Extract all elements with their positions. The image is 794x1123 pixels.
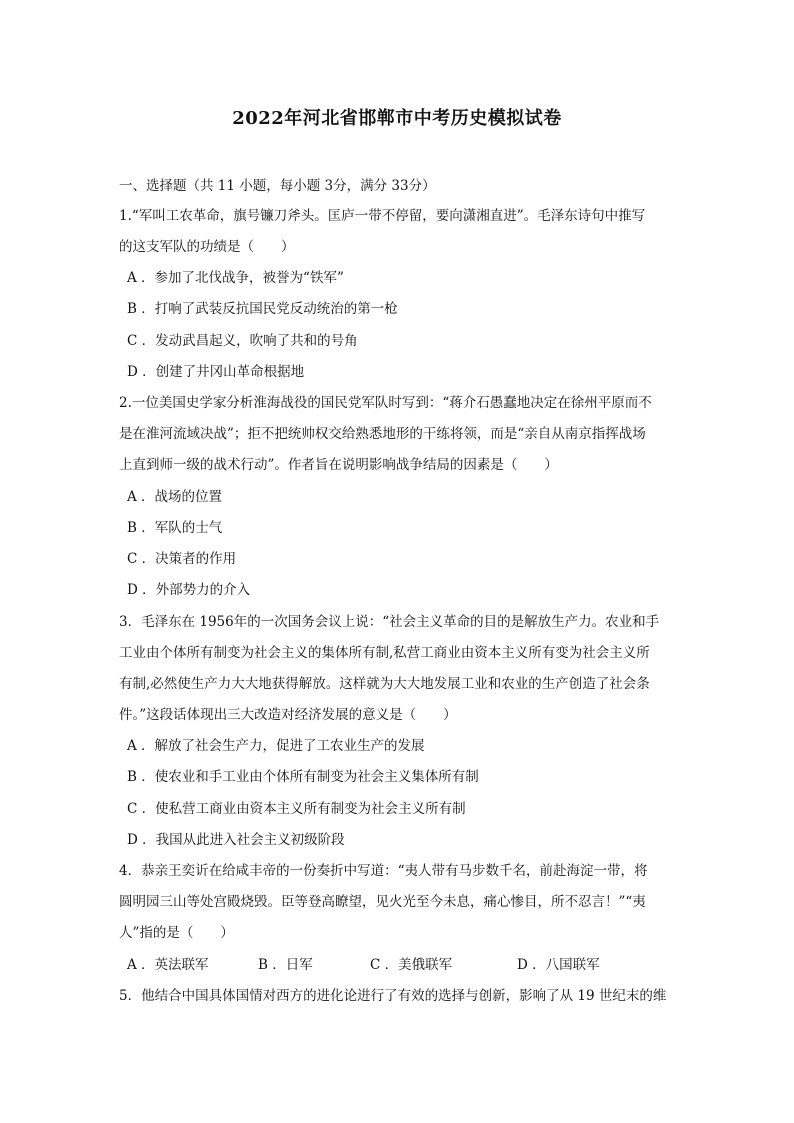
- question-2-option-b: B ．军队的士气: [127, 520, 223, 536]
- question-3-line-2: 工业由个体所有制变为社会主义的集体所有制,私营工商业由资本主义所有变为社会主义所: [119, 645, 650, 661]
- question-3-line-1: 3．毛泽东在 1956年的一次国务会议上说：“社会主义革命的目的是解放生产力。农业和手: [119, 614, 660, 630]
- question-1-line-1: 1.“军叫工农革命，旗号镰刀斧头。匡庐一带不停留，要向潇湘直进”。毛泽东诗句中推写: [119, 208, 646, 224]
- question-3-option-b: B ．使农业和手工业由个体所有制变为社会主义集体所有制: [127, 769, 479, 785]
- section-heading: 一、选择题（共 11 小题，每小题 3分，满分 33分）: [119, 178, 436, 194]
- question-4-line-1: 4．恭亲王奕䜣在给咸丰帝的一份奏折中写道：“夷人带有马步数千名，前赴海淀一带，将: [119, 863, 648, 879]
- question-4-option-c: C ．美俄联军: [370, 957, 453, 973]
- question-1-line-2: 的这支军队的功绩是（ ）: [119, 239, 295, 255]
- question-1-option-a: A ．参加了北伐战争，被誉为“铁军”: [127, 270, 344, 286]
- question-4-option-d: D ．八国联军: [517, 957, 600, 973]
- question-4-line-3: 人”指的是（ ）: [119, 925, 234, 941]
- question-2-line-3: 上直到师一级的战术行动”。作者旨在说明影响战争结局的因素是（ ）: [119, 457, 558, 473]
- question-3-option-a: A ．解放了社会生产力，促进了工农业生产的发展: [127, 738, 425, 754]
- question-1-option-c: C ．发动武昌起义，吹响了共和的号角: [127, 333, 358, 349]
- question-2-option-a: A ．战场的位置: [127, 489, 223, 505]
- question-3-option-c: C ．使私营工商业由资本主义所有制变为社会主义所有制: [127, 801, 466, 817]
- question-3-line-4: 件。”这段话体现出三大改造对经济发展的意义是（ ）: [119, 707, 457, 723]
- question-2-line-1: 2.一位美国史学家分析淮海战役的国民党军队时写到：“蒋介石愚蠢地决定在徐州平原而不: [119, 395, 652, 411]
- question-1-option-b: B ．打响了武装反抗国民党反动统治的第一枪: [127, 301, 398, 317]
- question-5-line-1: 5．他结合中国具体国情对西方的进化论进行了有效的选择与创新，影响了从 19 世纪末的维: [119, 988, 667, 1004]
- question-2-option-d: D ．外部势力的介入: [127, 582, 251, 598]
- question-3-option-d: D ．我国从此进入社会主义初级阶段: [127, 832, 345, 848]
- question-2-line-2: 是在淮河流域决战”；拒不把统帅权交给熟悉地形的干练将领，而是“亲自从南京指挥战场: [119, 426, 646, 442]
- page-title: 2022年河北省邯郸市中考历史模拟试卷: [232, 108, 562, 129]
- question-2-option-c: C ．决策者的作用: [127, 551, 237, 567]
- question-4-line-2: 圆明园三山等处宫殿烧毁。臣等登高瞭望，见火光至今未息，痛心惨目，所不忍言！”“夷: [119, 894, 646, 910]
- question-1-option-d: D ．创建了井冈山革命根据地: [127, 364, 305, 380]
- question-4-option-b: B ．日军: [258, 957, 313, 973]
- question-4-option-a: A ．英法联军: [127, 957, 209, 973]
- question-4-options-row: [127, 955, 687, 975]
- question-3-line-3: 有制,必然使生产力大大地获得解放。这样就为大大地发展工业和农业的生产创造了社会条: [119, 676, 650, 692]
